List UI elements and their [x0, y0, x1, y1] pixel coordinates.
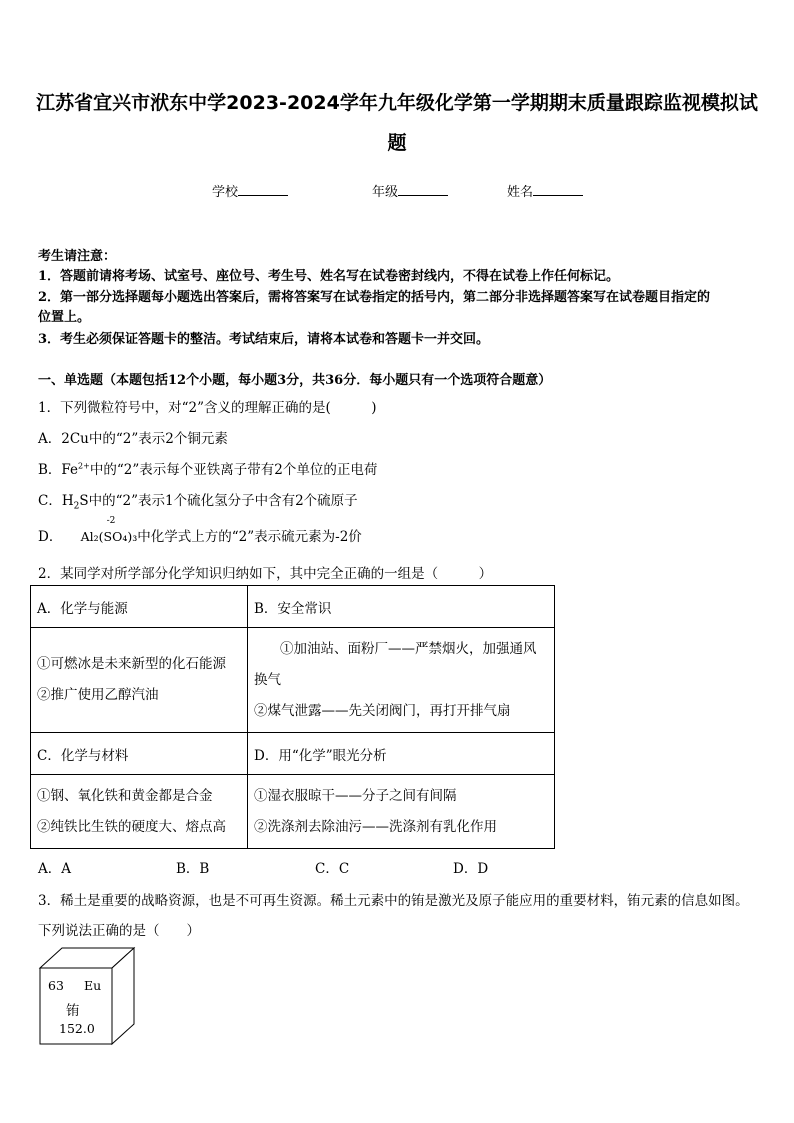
grade-field	[372, 181, 448, 200]
q1-option-b: B．$Fe^{2+}$中的“2”表示每个亚铁离子带有2个单位的正电荷	[38, 461, 378, 478]
q2-cell-b-body: ①加油站、面粉厂——严禁烟火，加强通风 换气 ②煤气泄露——先关闭阀门，再打开排气扇	[248, 628, 555, 733]
section-heading: 一、单选题（本题包括12个小题，每小题3分，共36分．每小题只有一个选项符合题意）	[38, 373, 552, 388]
q3-stem-line2: 下列说法正确的是（ ）	[38, 923, 200, 939]
exam-title-line2: 题	[387, 132, 407, 154]
q1-option-d: D． -2 Al₂(SO₄)₃中化学式上方的“2”表示硫元素为-2价	[38, 516, 362, 545]
name-field	[507, 181, 583, 200]
element-symbol: Eu	[84, 978, 102, 993]
q2-cell-b-head: B．安全常识	[248, 586, 555, 628]
q2-cell-a-body: ①可燃冰是未来新型的化石能源 ②推广使用乙醇汽油	[31, 628, 248, 733]
notice-item-3: 3．考生必须保证答题卡的整洁。考试结束后，请将本试卷和答题卡一并交回。	[38, 332, 490, 347]
element-atomic-mass: 152.0	[59, 1021, 95, 1036]
q3-stem-line1: 3．稀土是重要的战略资源，也是不可再生资源。稀土元素中的铕是激光及原子能应用的重要材料，铕元素的信息如图。	[38, 893, 749, 909]
school-label: 学校	[212, 185, 239, 200]
charge-superscript: 2+	[78, 461, 90, 471]
q1-option-c: C．$H_2S$中的“2”表示1个硫化氢分子中含有2个硫原子	[38, 493, 358, 512]
notice-item-1: 1．答题前请将考场、试室号、座位号、考生号、姓名写在试卷密封线内，不得在试卷上作任何标记。	[38, 269, 620, 284]
name-label: 姓名	[507, 185, 534, 200]
element-name: 铕	[66, 1003, 80, 1019]
sulfate-formula: -2 Al₂(SO₄)₃	[80, 516, 138, 544]
notice-item-2-cont: 位置上。	[38, 310, 91, 325]
q2-cell-d-body: ①湿衣服晾干——分子之间有间隔 ②洗涤剂去除油污——洗涤剂有乳化作用	[248, 775, 555, 849]
element-atomic-number: 63	[48, 978, 64, 993]
q2-cell-d-head: D．用“化学”眼光分析	[248, 733, 555, 775]
q2-option-c: C．C	[315, 861, 350, 877]
notice-item-2: 2．第一部分选择题每小题选出答案后，需将答案写在试卷指定的括号内，第二部分非选择题答案写在试卷题目指定的	[38, 290, 711, 305]
subscript: 2	[73, 501, 80, 512]
q2-cell-c-body: ①钢、氧化铁和黄金都是合金 ②纯铁比生铁的硬度大、熔点高	[31, 775, 248, 849]
exam-title-line1: 江苏省宜兴市洑东中学2023-2024学年九年级化学第一学期期末质量跟踪监视模拟试	[36, 92, 758, 114]
name-blank	[533, 183, 583, 196]
q2-cell-c-head: C．化学与材料	[31, 733, 248, 775]
valence-mark: -2	[106, 516, 116, 526]
q2-stem: 2．某同学对所学部分化学知识归纳如下，其中完全正确的一组是（ ）	[38, 566, 493, 582]
school-blank	[238, 183, 288, 196]
q1-option-a: A．2Cu中的“2”表示2个铜元素	[38, 431, 228, 447]
grade-blank	[398, 183, 448, 196]
q2-table	[30, 585, 555, 849]
grade-label: 年级	[372, 185, 399, 200]
notice-heading: 考生请注意：	[38, 249, 117, 264]
q1-stem: 1．下列微粒符号中，对“2”含义的理解正确的是( )	[38, 400, 377, 416]
school-field	[212, 181, 288, 200]
q2-cell-a-head: A．化学与能源	[31, 586, 248, 628]
q2-option-d: D．D	[453, 861, 489, 877]
q2-option-b: B．B	[176, 861, 210, 877]
q2-option-a: A．A	[38, 861, 71, 877]
